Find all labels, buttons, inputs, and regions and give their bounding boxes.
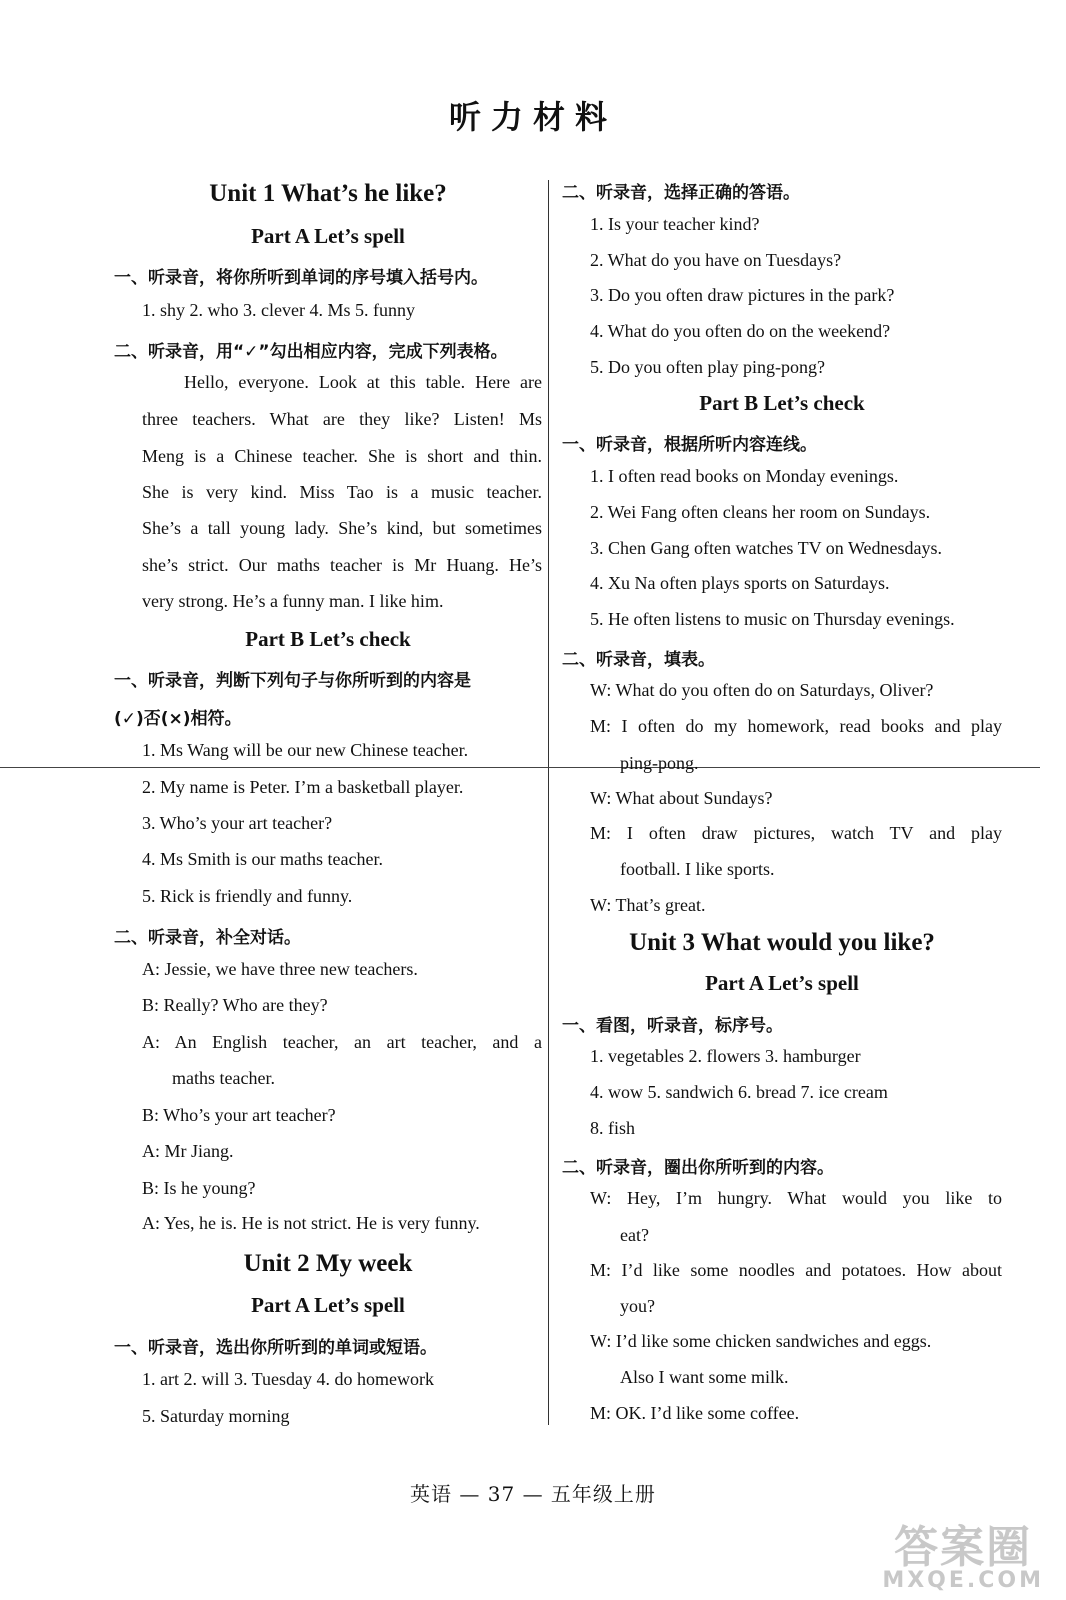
list-item: 2. My name is Peter. I’m a basketball player.	[142, 777, 464, 797]
dialogue-line: A: Jessie, we have three new teachers.	[142, 959, 418, 979]
word-list: 1. vegetables 2. flowers 3. hamburger	[590, 1046, 861, 1066]
section-heading: 一、听录音，选出你所听到的单词或短语。	[114, 1338, 437, 1358]
question-item: 5. Do you often play ping-pong?	[590, 357, 825, 377]
list-item: 5. He often listens to music on Thursday evenings.	[590, 609, 955, 629]
dialogue-line: M: I often do my homework, read books and play	[590, 716, 1002, 736]
paragraph-line: She’s a tall young lady. She’s kind, but sometimes	[142, 518, 542, 538]
page-title: 听力材料	[448, 98, 617, 136]
dialogue-line-cont: Also I want some milk.	[620, 1367, 789, 1387]
list-item: 3. Who’s your art teacher?	[142, 813, 333, 833]
dialogue-line: B: Who’s your art teacher?	[142, 1105, 336, 1125]
paragraph-line: She is very kind. Miss Tao is a music teacher.	[142, 482, 542, 502]
dialogue-line: M: I often draw pictures, watch TV and play	[590, 823, 1002, 843]
section-heading: 一、听录音，将你所听到单词的序号填入括号内。	[114, 268, 488, 288]
unit-2-title: Unit 2 My week	[243, 1250, 413, 1277]
unit-1-title: Unit 1 What’s he like?	[209, 180, 447, 207]
list-item: 1. Ms Wang will be our new Chinese teacher.	[142, 740, 469, 760]
paragraph-line: three teachers. What are they like? Listen! Ms	[142, 409, 542, 429]
dialogue-line: W: Hey, I’m hungry. What would you like to	[590, 1188, 1002, 1208]
paragraph-line: she’s strict. Our maths teacher is Mr Huang. He’s	[142, 555, 542, 575]
watermark-logo	[882, 1522, 1044, 1593]
dialogue-line-cont: ping-pong.	[620, 753, 699, 773]
dialogue-line: A: Mr Jiang.	[142, 1141, 234, 1161]
dialogue-line: M: I’d like some noodles and potatoes. How about	[590, 1260, 1002, 1280]
unit-3-part-a-title: Part A Let’s spell	[705, 971, 859, 995]
section-heading: 一、看图，听录音，标序号。	[562, 1016, 783, 1036]
dialogue-line: A: Yes, he is. He is not strict. He is very funny.	[142, 1213, 480, 1233]
dialogue-line: W: What about Sundays?	[590, 788, 773, 808]
list-item: 1. I often read books on Monday evenings.	[590, 466, 899, 486]
dialogue-line: B: Really? Who are they?	[142, 995, 328, 1015]
section-heading: 二、听录音，圈出你所听到的内容。	[562, 1158, 834, 1178]
dialogue-line-cont: you?	[620, 1296, 655, 1316]
section-heading: 二、听录音，用“✓”勾出相应内容，完成下列表格。	[114, 342, 508, 362]
unit-2-part-b-title: Part B Let’s check	[699, 391, 865, 415]
word-list: 8. fish	[590, 1118, 635, 1138]
dialogue-line-cont: maths teacher.	[172, 1068, 275, 1088]
list-item: 5. Rick is friendly and funny.	[142, 886, 353, 906]
paragraph-line: Hello, everyone. Look at this table. Here are	[184, 372, 542, 392]
section-heading-cont: (✓)否(×)相符。	[114, 709, 242, 729]
dialogue-line-cont: eat?	[620, 1225, 649, 1245]
unit-3-title: Unit 3 What would you like?	[629, 929, 935, 956]
section-heading: 二、听录音，选择正确的答语。	[562, 183, 800, 203]
dialogue-line: M: OK. I’d like some coffee.	[590, 1403, 800, 1423]
section-heading: 二、听录音，补全对话。	[114, 928, 301, 948]
word-list: 1. shy 2. who 3. clever 4. Ms 5. funny	[142, 300, 415, 320]
dialogue-line: W: That’s great.	[590, 895, 706, 915]
unit-2-part-a-title: Part A Let’s spell	[251, 1293, 405, 1317]
list-item: 2. Wei Fang often cleans her room on Sundays.	[590, 502, 931, 522]
paragraph-line: Meng is a Chinese teacher. She is short and thin.	[142, 446, 542, 466]
word-list: 5. Saturday morning	[142, 1406, 290, 1426]
dialogue-line-cont: football. I like sports.	[620, 859, 775, 879]
question-item: 4. What do you often do on the weekend?	[590, 321, 891, 341]
list-item: 4. Xu Na often plays sports on Saturdays.	[590, 573, 890, 593]
question-item: 1. Is your teacher kind?	[590, 214, 760, 234]
section-heading: 一、听录音，判断下列句子与你所听到的内容是	[114, 671, 471, 691]
watermark-bottom-text: MXQE.COM	[882, 1568, 1044, 1593]
dialogue-line: B: Is he young?	[142, 1178, 256, 1198]
dialogue-line: A: An English teacher, an art teacher, and a	[142, 1032, 542, 1052]
section-heading: 二、听录音，填表。	[562, 650, 715, 670]
unit-1-part-a-title: Part A Let’s spell	[251, 224, 405, 248]
dialogue-line: W: I’d like some chicken sandwiches and eggs.	[590, 1331, 932, 1351]
column-divider	[548, 180, 549, 1425]
page-footer: 英语 — 37 — 五年级上册	[410, 1482, 656, 1506]
word-list: 1. art 2. will 3. Tuesday 4. do homework	[142, 1369, 434, 1389]
section-heading: 一、听录音，根据所听内容连线。	[562, 435, 817, 455]
paragraph-line: very strong. He’s a funny man. I like him.	[142, 591, 444, 611]
question-item: 2. What do you have on Tuesdays?	[590, 250, 842, 270]
list-item: 3. Chen Gang often watches TV on Wednesdays.	[590, 538, 942, 558]
dialogue-line: W: What do you often do on Saturdays, Oliver?	[590, 680, 934, 700]
watermark-top-text: 答案圈	[894, 1522, 1033, 1573]
word-list: 4. wow 5. sandwich 6. bread 7. ice cream	[590, 1082, 888, 1102]
question-item: 3. Do you often draw pictures in the park?	[590, 285, 895, 305]
list-item: 4. Ms Smith is our maths teacher.	[142, 849, 383, 869]
unit-1-part-b-title: Part B Let’s check	[245, 627, 411, 651]
